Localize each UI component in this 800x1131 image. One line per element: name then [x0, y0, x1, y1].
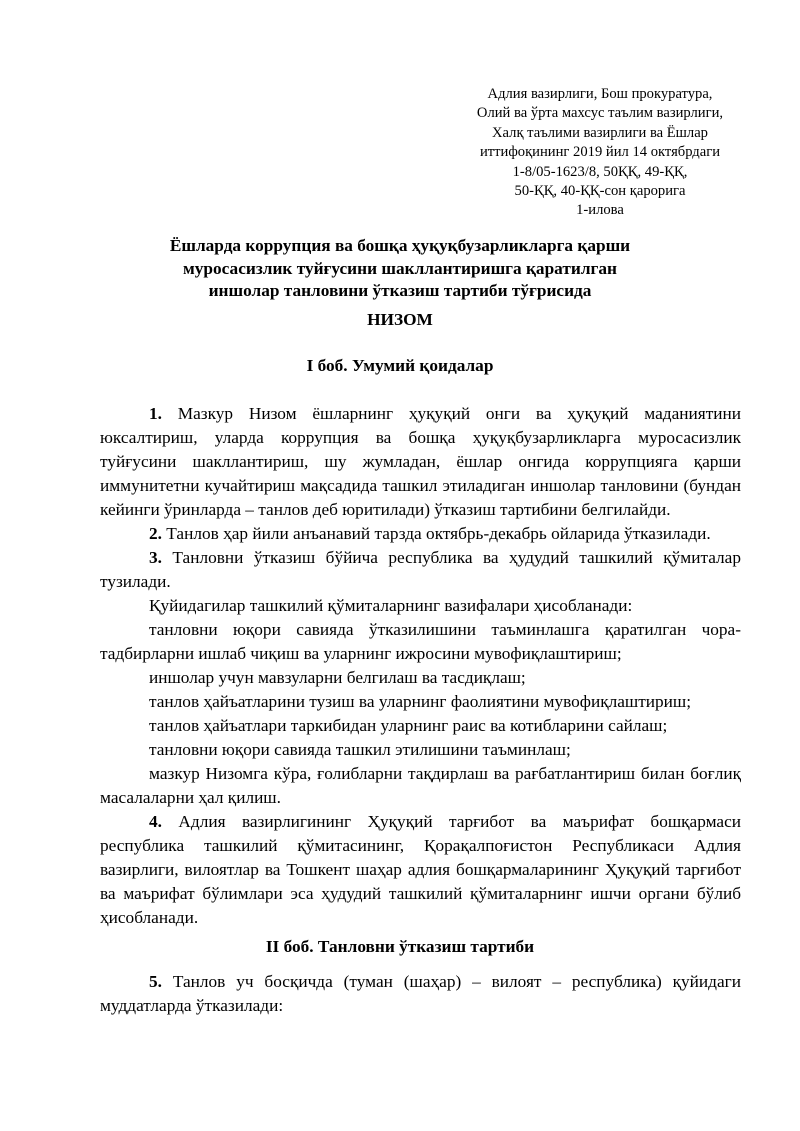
header-line: Адлия вазирлиги, Бош прокуратура, [487, 86, 713, 102]
paragraph [100, 970, 741, 1018]
list-item: танлов ҳайъатларини тузиш ва уларнинг фаолиятини мувофиқлаштириш; [149, 692, 692, 711]
paragraph [100, 810, 741, 930]
title-line: иншолар танловини ўтказиш тартиби тўғрисида [208, 281, 592, 301]
approval-header [430, 85, 770, 221]
paragraph-number: 2. [149, 524, 162, 543]
chapter-2-body [100, 970, 741, 1018]
paragraph [100, 546, 741, 594]
list-item: танлов ҳайъатлари таркибидан уларнинг раис ва котибларини сайлаш; [149, 716, 668, 735]
paragraph-number: 1. [149, 404, 162, 423]
paragraph-number: 3. [149, 548, 162, 567]
chapter-1-heading: I боб. Умумий қоидалар [306, 356, 494, 375]
paragraph-text: Адлия вазирлигининг Ҳуқуқий тарғибот ва маърифат бошқармаси республика ташкилий қўмитасининг, Қорақалпоғистон Республикаси Адлия вазирлиги, вилоятлар ва Тошкент шаҳар адлия бошқармаларининг Ҳуқуқий тарғибот ва маърифат бўлимлари эса ҳудудий ташкилий қўмиталарнинг ишчи органи бўлиб ҳисобланади. [100, 812, 741, 927]
header-line: Олий ва ўрта махсус таълим вазирлиги, [476, 105, 724, 122]
header-line: иттифоқининг 2019 йил 14 октябрдаги [479, 144, 721, 161]
paragraph-number: 5. [149, 972, 162, 991]
paragraph-text: Танлов уч босқичда (туман (шаҳар) – вилоят – республика) қуйидаги муддатларда ўтказилади: [100, 972, 741, 1015]
header-line: Халқ таълими вазирлиги ва Ёшлар [492, 124, 708, 141]
paragraph-text: Танловни ўтказиш бўйича республика ва ҳудудий ташкилий қўмиталар тузилади. [100, 548, 741, 591]
list-intro: Қуйидагилар ташкилий қўмиталарнинг вазифалари ҳисобланади: [149, 596, 633, 615]
title-line: муросасизлик туйғусини шакллантиришга қаратилган [183, 258, 617, 278]
chapter-2-heading: II боб. Танловни ўтказиш тартиби [265, 937, 535, 956]
paragraph-text: Мазкур Низом ёшларнинг ҳуқуқий онги ва ҳуқуқий маданиятини юксалтириш, уларда коррупция ва бошқа ҳуқуқбузарликларга муросасизлик туйғусини шакллантириш, шу жумладан, ёшлар онгида коррупцияга қарши иммунитетни кучайтириш мақсадида ташкил этиладиган иншолар танловини (бундан кейинги ўринларда – танлов деб юритилади) ўтказиш тартибини белгилайди. [100, 404, 741, 519]
header-line: 1-8/05-1623/8, 50ҚҚ, 49-ҚҚ, [512, 163, 688, 180]
document-title [100, 235, 700, 303]
list-item: мазкур Низомга кўра, ғолибларни тақдирлаш ва рағбатлантириш билан боғлиқ масалаларни ҳал қилиш. [100, 764, 741, 807]
header-line: 50-ҚҚ, 40-ҚҚ-сон қарорига [514, 183, 686, 200]
paragraph-number: 4. [149, 812, 162, 831]
document-type-heading: НИЗОМ [367, 310, 433, 329]
list-item: танловни юқори савияда ташкил этилишини таъминлаш; [149, 740, 571, 759]
list-item: иншолар учун мавзуларни белгилаш ва тасдиқлаш; [149, 668, 526, 687]
paragraph-text: Танлов ҳар йили анъанавий тарзда октябрь-декабрь ойларида ўтказилади. [166, 524, 711, 543]
list-item: танловни юқори савияда ўтказилишини таъминлашга қаратилган чора-тадбирларни ишлаб чиқиш ва уларнинг ижросини мувофиқлаштириш; [100, 620, 741, 663]
paragraph [100, 522, 741, 546]
title-line: Ёшларда коррупция ва бошқа ҳуқуқбузарликларга қарши [169, 236, 631, 255]
paragraph [100, 402, 741, 522]
chapter-1-body [100, 402, 741, 930]
header-line: 1-илова [576, 202, 624, 219]
